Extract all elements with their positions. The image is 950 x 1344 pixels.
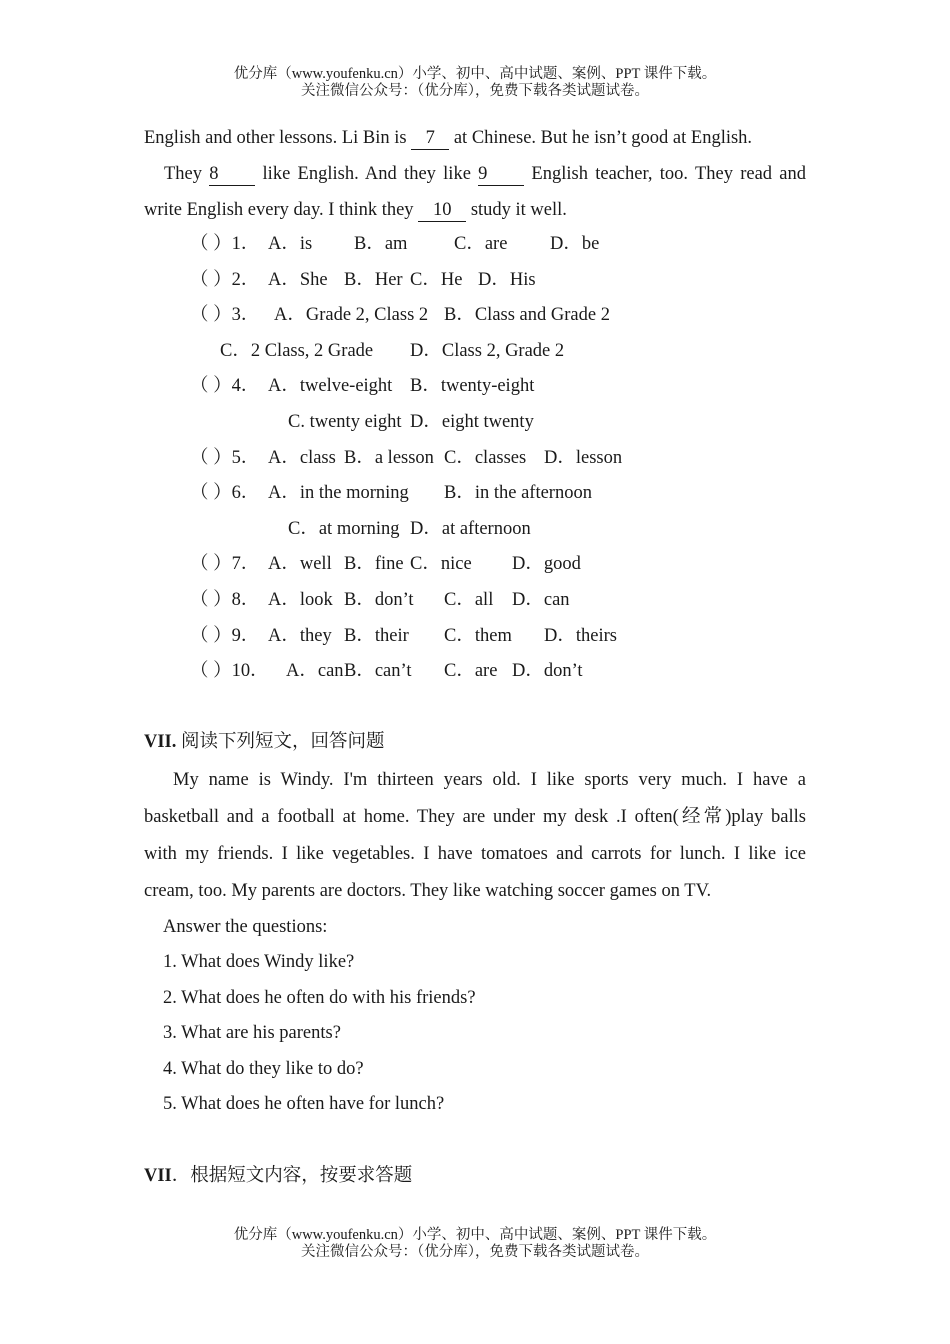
option-b: B．fine — [344, 554, 404, 575]
option-row-4 — [144, 369, 806, 405]
option-a: A．look — [268, 589, 333, 610]
option-c: C．all — [444, 589, 494, 610]
option-row-7 — [144, 547, 806, 583]
option-d: D．be — [550, 234, 600, 254]
passage-line-3: with my friends. I like vegetables. I have tomatoes and carrots for lunch. I like ice — [144, 843, 806, 864]
option-b: B．their — [344, 625, 409, 646]
footer-line-2: 关注微信公众号：（优分库），免费下载各类试题试卷。 — [301, 1244, 649, 1260]
option-d: D．can — [512, 589, 570, 610]
cloze-line-3 — [144, 192, 806, 228]
section-heading-answer — [144, 1158, 806, 1194]
footer-line-1: 优分库（www.youfenku.cn）小学、初中、高中试题、案例、PPT 课件下载。 — [233, 1227, 717, 1243]
cloze-text: English teacher, too. They read and — [524, 164, 807, 184]
cloze-text: like English. And they like — [255, 164, 479, 184]
option-d: D．Class 2, Grade 2 — [410, 340, 565, 361]
option-row-2 — [144, 263, 806, 299]
question-number: （ ）9． — [190, 625, 260, 646]
option-row-10 — [144, 654, 806, 690]
section-title: 阅读下列短文，回答问题 — [176, 731, 385, 752]
section-heading-reading — [144, 724, 806, 760]
blank-7: 7 — [411, 127, 449, 150]
question-number: （ ）8． — [190, 589, 260, 610]
question-2: 2. What does he often do with his friends? — [163, 987, 476, 1008]
option-a: A．well — [268, 554, 332, 575]
passage-line-4: cream, too. My parents are doctors. They like watching soccer games on TV. — [144, 880, 712, 901]
option-c: C．He — [410, 269, 463, 290]
option-a: A．Grade 2, Class 2 — [274, 305, 429, 326]
option-b: B．don’t — [344, 589, 414, 610]
question-number: （ ）2． — [190, 269, 260, 290]
option-c: C．them — [444, 625, 512, 646]
option-c: C．classes — [444, 447, 527, 468]
option-d: D．His — [478, 269, 536, 290]
option-d: D．don’t — [512, 661, 583, 682]
cloze-text: write English every day. I think they — [144, 200, 419, 220]
option-c: C. twenty eight — [288, 411, 402, 432]
question-5: 5. What does he often have for lunch? — [163, 1094, 445, 1115]
option-a: A．they — [268, 625, 332, 646]
header-line-1: 优分库（www.youfenku.cn）小学、初中、高中试题、案例、PPT 课件下载。 — [233, 66, 717, 82]
option-a: A．can — [286, 661, 344, 682]
cloze-text: They — [164, 164, 210, 184]
option-row-3 — [144, 298, 806, 334]
option-a: A．She — [268, 269, 328, 290]
cloze-line-2 — [144, 156, 806, 192]
page-header — [0, 66, 950, 100]
option-d: D．theirs — [544, 625, 617, 646]
question-number: （ ）7． — [190, 554, 260, 575]
passage-line-2: basketball and a football at home. They are under my desk .I often(经常)play balls — [144, 806, 806, 827]
option-a: A．twelve-eight — [268, 376, 393, 397]
question-3: 3. What are his parents? — [163, 1023, 341, 1044]
blank-8: 8 — [209, 163, 255, 186]
option-d: D．at afternoon — [410, 518, 531, 539]
option-row-8 — [144, 583, 806, 619]
option-b: B．Class and Grade 2 — [444, 305, 610, 326]
option-c: C．nice — [410, 554, 472, 575]
option-b: B．a lesson — [344, 447, 434, 468]
page-footer — [0, 1227, 950, 1261]
cloze-text: study it well. — [466, 200, 567, 220]
option-row-4-cont — [144, 405, 806, 441]
option-a: A．class — [268, 447, 336, 468]
page-content — [144, 120, 806, 1194]
blank-9: 9 — [478, 163, 524, 186]
option-c: C．are — [444, 661, 498, 682]
option-b: B．twenty-eight — [410, 376, 535, 397]
option-list — [144, 227, 806, 690]
option-row-6-cont — [144, 512, 806, 548]
answer-prompt: Answer the questions: — [163, 916, 328, 937]
option-d: D．good — [512, 554, 581, 575]
option-a: A．in the morning — [268, 483, 409, 504]
cloze-text: English and other lessons. Li Bin is — [144, 128, 412, 148]
header-line-2: 关注微信公众号：（优分库），免费下载各类试题试卷。 — [301, 83, 649, 99]
spacer — [144, 690, 806, 724]
cloze-line-1 — [144, 120, 806, 156]
section-title: ．根据短文内容，按要求答题 — [171, 1165, 413, 1186]
option-row-5 — [144, 441, 806, 477]
option-d: D．eight twenty — [410, 411, 534, 432]
reading-passage — [144, 762, 806, 910]
option-row-9 — [144, 619, 806, 655]
option-row-1 — [144, 227, 806, 263]
option-a: A．is — [268, 234, 313, 254]
question-1: 1. What does Windy like? — [163, 952, 355, 973]
passage-line-1: My name is Windy. I'm thirteen years old. I like sports very much. I have a — [173, 769, 806, 790]
blank-10: 10 — [418, 199, 466, 222]
question-number: （ ）4． — [190, 376, 260, 397]
cloze-text: at Chinese. But he isn’t good at English. — [449, 128, 753, 148]
question-number: （ ）5． — [190, 447, 260, 468]
question-number: （ ）3． — [190, 305, 260, 326]
option-b: B．in the afternoon — [444, 483, 592, 504]
option-row-3-cont — [144, 334, 806, 370]
option-b: B．Her — [344, 269, 403, 290]
option-row-6 — [144, 476, 806, 512]
question-number: （ ）1． — [190, 234, 260, 254]
section-number: VII. — [144, 731, 177, 752]
section-number: VII — [144, 1165, 172, 1186]
option-c: C．at morning — [288, 518, 400, 539]
question-4: 4. What do they like to do? — [163, 1058, 364, 1079]
question-number: （ ）6． — [190, 483, 260, 504]
option-c: C．are — [454, 234, 508, 254]
option-c: C．2 Class, 2 Grade — [220, 340, 374, 361]
question-number: （ ）10． — [190, 661, 269, 682]
spacer — [144, 1123, 806, 1158]
option-b: B．am — [354, 234, 408, 254]
option-d: D．lesson — [544, 447, 623, 468]
option-b: B．can’t — [344, 661, 412, 682]
